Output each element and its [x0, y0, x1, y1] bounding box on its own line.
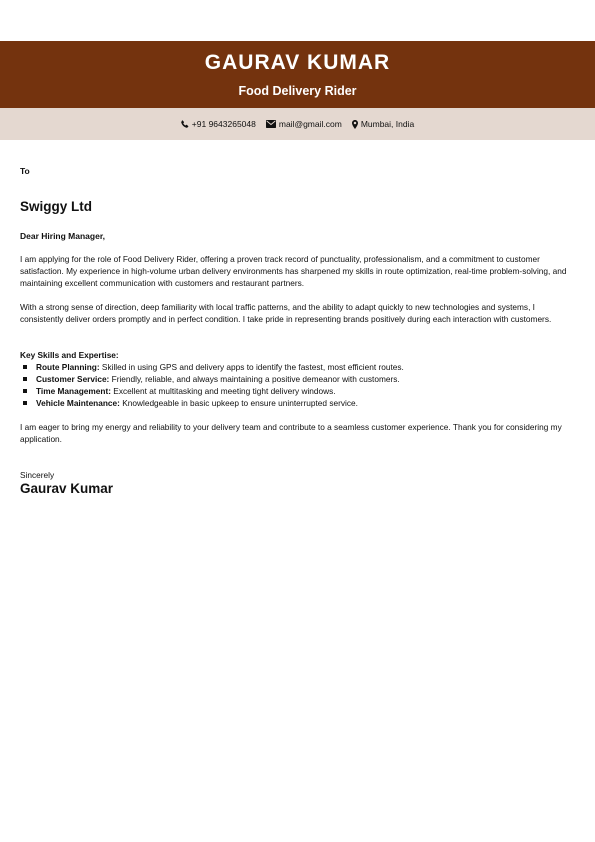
skill-label: Vehicle Maintenance:	[36, 398, 120, 408]
job-title: Food Delivery Rider	[238, 84, 357, 98]
company-name: Swiggy Ltd	[20, 199, 92, 214]
paragraph-experience: With a strong sense of direction, deep familiarity with local traffic patterns, and the ability to adapt quickly to new technologies and systems, I consistently deliver orders promptly and in perfect condition. I take pride in representing brands positively during each interaction with customers.	[20, 302, 552, 324]
phone-number: +91 9643265048	[191, 119, 256, 129]
applicant-name: GAURAV KUMAR	[204, 51, 391, 74]
skill-label: Customer Service:	[36, 374, 110, 384]
map-marker-icon	[352, 120, 358, 129]
skill-text: Skilled in using GPS and delivery apps to identify the fastest, most efficient routes.	[99, 362, 404, 372]
location-text: Mumbai, India	[360, 119, 415, 129]
skill-label: Time Management:	[36, 386, 111, 396]
envelope-icon	[266, 120, 276, 128]
contact-email	[266, 119, 342, 129]
skill-item	[20, 373, 572, 385]
salutation: Dear Hiring Manager,	[20, 231, 106, 241]
square-bullet-icon	[23, 365, 27, 369]
skill-text: Knowledgeable in basic upkeep to ensure uninterrupted service.	[119, 398, 358, 408]
skill-item	[20, 385, 572, 397]
skills-list	[20, 361, 572, 409]
phone-icon	[181, 120, 189, 128]
contact-location	[352, 119, 414, 129]
signature-name: Gaurav Kumar	[20, 481, 114, 496]
skill-item	[20, 361, 572, 373]
contact-phone	[181, 119, 256, 129]
skill-text: Excellent at multitasking and meeting tight delivery windows.	[111, 386, 336, 396]
email-address: mail@gmail.com	[278, 119, 342, 129]
contact-bar	[0, 108, 595, 140]
square-bullet-icon	[23, 389, 27, 393]
paragraph-intro: I am applying for the role of Food Delivery Rider, offering a proven track record of punctuality, professionalism, and a commitment to customer satisfaction. My experience in high-volume urban delivery environments has sharpened my skills in route optimization, real-time problem-solving, and maintaining excellent communication with customers and restaurant partners.	[20, 254, 567, 288]
header-banner	[0, 41, 595, 108]
skills-heading: Key Skills and Expertise:	[20, 350, 119, 360]
square-bullet-icon	[23, 401, 27, 405]
skill-item	[20, 397, 572, 409]
to-label: To	[20, 166, 30, 176]
skill-label: Route Planning:	[36, 362, 100, 372]
closing-word: Sincerely	[20, 470, 55, 480]
square-bullet-icon	[23, 377, 27, 381]
paragraph-closing: I am eager to bring my energy and reliability to your delivery team and contribute to a seamless customer experience. Thank you for considering my application.	[20, 422, 562, 444]
skill-text: Friendly, reliable, and always maintaining a positive demeanor with customers.	[109, 374, 400, 384]
